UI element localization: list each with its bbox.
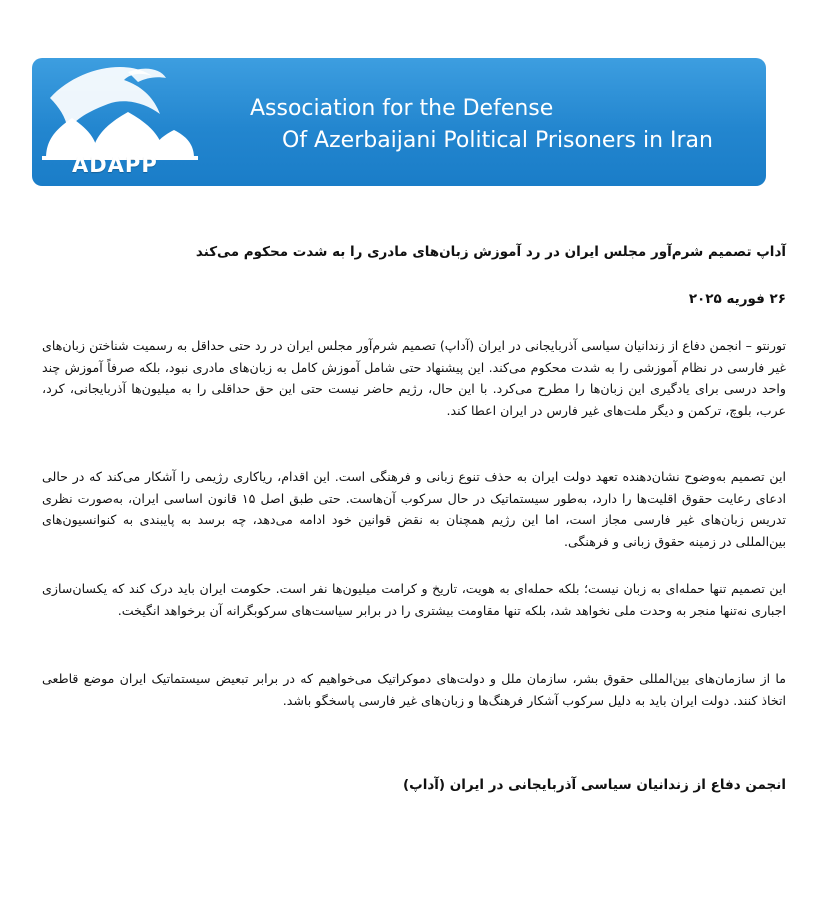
document-date: ۲۶ فوریه ۲۰۲۵ (688, 291, 786, 307)
paragraph-4: ما از سازمان‌های بین‌المللی حقوق بشر، سازمان ملل و دولت‌های دموکراتیک می‌خواهیم که در برابر تبعیض سیستماتیک ایران موضع قاطعی اتخاذ کنند. دولت ایران باید به دلیل سرکوب آشکار فرهنگ‌ها و زبان‌های غیر فارسی پاسخگو باشد. (42, 671, 786, 708)
paragraph-3: این تصمیم تنها حمله‌ای به زبان نیست؛ بلکه حمله‌ای به هویت، تاریخ و کرامت میلیون‌ها نفر است. حکومت ایران باید درک کند که یکسان‌سازی اجباری نه‌تنها منجر به وحدت ملی نخواهد شد، بلکه تنها مقاومت بیشتری را در برابر سیاست‌های سرکوبگرانه آن برخواهد انگیخت. (42, 581, 786, 618)
paragraph-2: این تصمیم به‌وضوح نشان‌دهنده تعهد دولت ایران به حذف تنوع زبانی و فرهنگی است. این اقدام، ریاکاری رژیمی را آشکار می‌کند که در حالی ادعای رعایت حقوق اقلیت‌ها را دارد، به‌طور سیستماتیک در حال سرکوب آن‌هاست. حتی طبق اصل ۱۵ قانون اساسی ایران، به‌صورت نظری تدریس زبان‌های غیر فارسی مجاز است، اما این رژیم همچنان به نقض قوانین خود ادامه می‌دهد، چه برسد به پایبندی به کنوانسیون‌های بین‌المللی در زمینه حقوق زبانی و فرهنگی. (42, 469, 787, 549)
org-name-line2: Of Azerbaijani Political Prisoners in Iran (282, 128, 713, 153)
paragraph-1: تورنتو – انجمن دفاع از زندانیان سیاسی آذربایجانی در ایران (آداپ) تصمیم شرم‌آور مجلس ایران در رد حتی حداقل به رسمیت شناختن زبان‌های غیر فارسی در نظام آموزشی را به شدت محکوم می‌کند. این پیشنهاد حتی شامل آموزش کامل به زبان‌های مادری نبود، بلکه صرفاً آموزش چند واحد درسی برای یادگیری این زبان‌ها را مطرح می‌کرد. با این حال، رژیم حاضر نیست حتی این حق حداقلی را به میلیون‌ها آذربایجانی، کرد، عرب، بلوچ، ترکمن و دیگر ملت‌های غیر فارس در ایران اعطا کند. (42, 338, 786, 418)
header-banner (32, 58, 766, 186)
signature: انجمن دفاع از زندانیان سیاسی آذربایجانی در ایران (آداپ) (402, 777, 786, 793)
org-name-line1: Association for the Defense (250, 96, 554, 121)
logo-text: ADAPP (72, 153, 158, 177)
document-title: آداپ تصمیم شرم‌آور مجلس ایران در رد آموزش زبان‌های مادری را به شدت محکوم می‌کند (195, 244, 786, 260)
